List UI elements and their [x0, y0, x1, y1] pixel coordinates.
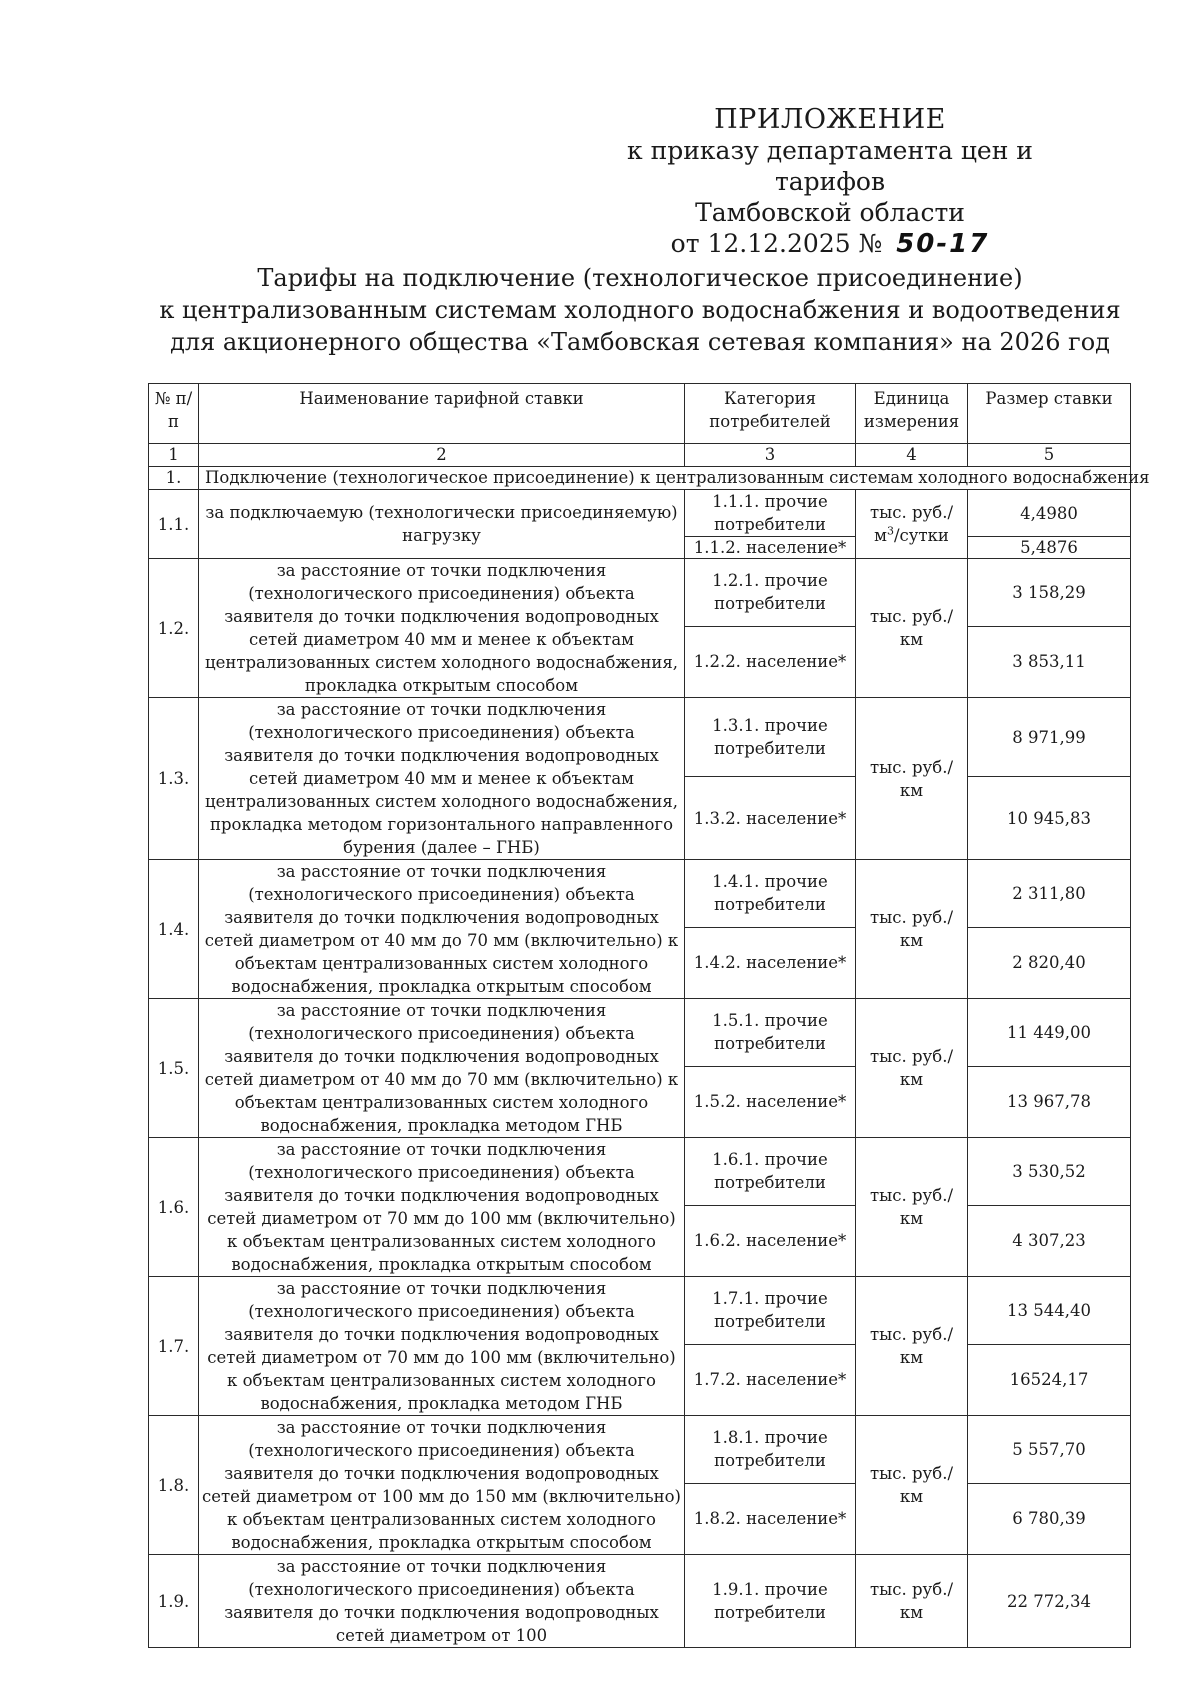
appendix-order-line: [590, 228, 1070, 260]
appendix-line-2: Тамбовской области: [695, 198, 965, 227]
row-rate: 10 945,83: [968, 777, 1131, 860]
column-number: 5: [968, 444, 1131, 467]
table-row: [149, 490, 1131, 537]
row-category: 1.7.2. население*: [685, 1344, 856, 1415]
row-name: за расстояние от точки подключения (технологического присоединения) объекта заявителя до точки подключения водопроводных сетей диаметром от 100: [199, 1555, 685, 1648]
row-category: 1.5.2. население*: [685, 1066, 856, 1137]
row-rate: 13 544,40: [968, 1277, 1131, 1345]
row-category: 1.2.2. население*: [685, 626, 856, 697]
unit-text: /сутки: [893, 526, 949, 545]
row-rate: 22 772,34: [968, 1555, 1131, 1648]
row-rate: 3 853,11: [968, 626, 1131, 697]
header-num: № п/п: [149, 384, 199, 444]
row-num: 1.2.: [149, 559, 199, 698]
unit-text: тыс. руб./: [870, 503, 953, 522]
table-row: [149, 559, 1131, 627]
row-category: 1.7.1. прочие потребители: [685, 1277, 856, 1345]
header-rate: Размер ставки: [968, 384, 1131, 444]
row-unit: [856, 490, 968, 559]
section-row: [149, 467, 1131, 490]
row-num: 1.5.: [149, 999, 199, 1138]
row-category: 1.8.1. прочие потребители: [685, 1416, 856, 1484]
row-num: 1.8.: [149, 1416, 199, 1555]
row-unit: тыс. руб./км: [856, 559, 968, 698]
column-number: 2: [199, 444, 685, 467]
row-name: за расстояние от точки подключения (технологического присоединения) объекта заявителя до точки подключения водопроводных сетей диаметром от 70 мм до 100 мм (включительно) к объектам централизованных систем холодного водоснабжения, прокладка открытым способом: [199, 1138, 685, 1277]
row-category: 1.4.1. прочие потребители: [685, 860, 856, 928]
table-row: [149, 1416, 1131, 1484]
row-num: 1.3.: [149, 698, 199, 860]
document-title-line-3: для акционерного общества «Тамбовская сетевая компания» на 2026 год: [170, 328, 1110, 356]
column-number: 1: [149, 444, 199, 467]
appendix-title: ПРИЛОЖЕНИЕ: [714, 104, 946, 135]
row-category: 1.3.1. прочие потребители: [685, 698, 856, 777]
row-rate: 3 530,52: [968, 1138, 1131, 1206]
column-number: 4: [856, 444, 968, 467]
table-row: [149, 698, 1131, 777]
row-rate: 3 158,29: [968, 559, 1131, 627]
row-rate: 4 307,23: [968, 1205, 1131, 1276]
row-name: за расстояние от точки подключения (технологического присоединения) объекта заявителя до точки подключения водопроводных сетей диаметром от 70 мм до 100 мм (включительно) к объектам централизованных систем холодного водоснабжения, прокладка методом ГНБ: [199, 1277, 685, 1416]
table-header-row: [149, 384, 1131, 444]
row-rate: 16524,17: [968, 1344, 1131, 1415]
row-rate: 13 967,78: [968, 1066, 1131, 1137]
row-name: за расстояние от точки подключения (технологического присоединения) объекта заявителя до точки подключения водопроводных сетей диаметром от 40 мм до 70 мм (включительно) к объектам централизованных систем холодного водоснабжения, прокладка методом ГНБ: [199, 999, 685, 1138]
row-rate: 4,4980: [968, 490, 1131, 537]
row-unit: тыс. руб./км: [856, 1138, 968, 1277]
row-rate: 5,4876: [968, 537, 1131, 559]
row-unit: тыс. руб./км: [856, 698, 968, 860]
document-title-line-1: Тарифы на подключение (технологическое присоединение): [257, 264, 1023, 292]
document-title-line-2: к централизованным системам холодного водоснабжения и водоотведения: [159, 296, 1121, 324]
unit-text: м: [874, 526, 887, 545]
header-unit: Единица измерения: [856, 384, 968, 444]
column-number: 3: [685, 444, 856, 467]
row-category: 1.2.1. прочие потребители: [685, 559, 856, 627]
row-category: 1.6.1. прочие потребители: [685, 1138, 856, 1206]
row-num: 1.7.: [149, 1277, 199, 1416]
table-row: [149, 1555, 1131, 1648]
row-rate: 2 820,40: [968, 927, 1131, 998]
header-category: Категория потребителей: [685, 384, 856, 444]
section-title: Подключение (технологическое присоединение) к централизованным системам холодного водоснабжения: [199, 467, 1131, 490]
row-rate: 5 557,70: [968, 1416, 1131, 1484]
appendix-header: [590, 104, 1070, 260]
row-name: за расстояние от точки подключения (технологического присоединения) объекта заявителя до точки подключения водопроводных сетей диаметром от 100 мм до 150 мм (включительно) к объектам централизованных систем холодного водоснабжения, прокладка открытым способом: [199, 1416, 685, 1555]
row-category: 1.8.2. население*: [685, 1483, 856, 1554]
column-numbers-row: [149, 444, 1131, 467]
row-name: за расстояние от точки подключения (технологического присоединения) объекта заявителя до точки подключения водопроводных сетей диаметром 40 мм и менее к объектам централизованных систем холодного водоснабжения, прокладка открытым способом: [199, 559, 685, 698]
row-category: 1.6.2. население*: [685, 1205, 856, 1276]
table-row: [149, 860, 1131, 928]
row-rate: 8 971,99: [968, 698, 1131, 777]
unit-superscript: 3: [886, 524, 894, 538]
row-unit: тыс. руб./км: [856, 999, 968, 1138]
row-num: 1.9.: [149, 1555, 199, 1648]
section-num: 1.: [149, 467, 199, 490]
row-num: 1.4.: [149, 860, 199, 999]
row-category: 1.9.1. прочие потребители: [685, 1555, 856, 1648]
table-row: [149, 999, 1131, 1067]
row-category: 1.1.1. прочие потребители: [685, 490, 856, 537]
header-name: Наименование тарифной ставки: [199, 384, 685, 444]
row-unit: тыс. руб./км: [856, 860, 968, 999]
row-category: 1.4.2. население*: [685, 927, 856, 998]
row-unit: тыс. руб./км: [856, 1555, 968, 1648]
row-num: 1.6.: [149, 1138, 199, 1277]
row-category: 1.5.1. прочие потребители: [685, 999, 856, 1067]
appendix-line-1: к приказу департамента цен и тарифов: [627, 136, 1033, 196]
tariff-table: [148, 383, 1150, 1648]
row-name: за расстояние от точки подключения (технологического присоединения) объекта заявителя до точки подключения водопроводных сетей диаметром 40 мм и менее к объектам централизованных систем холодного водоснабжения, прокладка методом горизонтального направленного бурения (далее – ГНБ): [199, 698, 685, 860]
handwritten-order-number: 50-17: [896, 229, 990, 259]
row-unit: тыс. руб./км: [856, 1416, 968, 1555]
row-category: 1.1.2. население*: [685, 537, 856, 559]
row-category: 1.3.2. население*: [685, 777, 856, 860]
table-row: [149, 1138, 1131, 1206]
row-rate: 11 449,00: [968, 999, 1131, 1067]
row-num: 1.1.: [149, 490, 199, 559]
order-date: от 12.12.2025 №: [670, 229, 883, 258]
row-name: за подключаемую (технологически присоединяемую) нагрузку: [199, 490, 685, 559]
row-rate: 6 780,39: [968, 1483, 1131, 1554]
row-unit: тыс. руб./км: [856, 1277, 968, 1416]
document-title: [140, 262, 1140, 358]
row-name: за расстояние от точки подключения (технологического присоединения) объекта заявителя до точки подключения водопроводных сетей диаметром от 40 мм до 70 мм (включительно) к объектам централизованных систем холодного водоснабжения, прокладка открытым способом: [199, 860, 685, 999]
row-rate: 2 311,80: [968, 860, 1131, 928]
table-row: [149, 1277, 1131, 1345]
